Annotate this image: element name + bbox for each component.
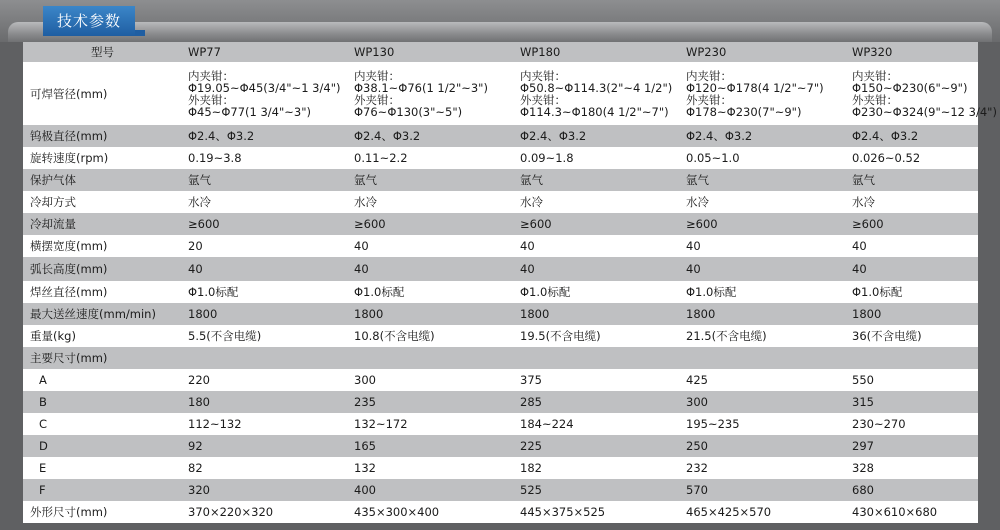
- pipe-diameter-line: Φ230~Φ324(9"~12 3/4"): [852, 105, 997, 119]
- table-row-pipe-diameter: [23, 62, 978, 125]
- table-header-row: [23, 42, 978, 62]
- row-value: 5.5(不含电缆): [182, 325, 348, 347]
- row-value: 19.5(不含电缆): [514, 325, 680, 347]
- table-row: [23, 257, 978, 281]
- table-row: [23, 347, 978, 369]
- row-value: 水冷: [348, 191, 514, 213]
- row-value: [514, 347, 680, 369]
- row-value: 0.026~0.52: [846, 147, 978, 169]
- pipe-diameter-line: Φ19.05~Φ45(3/4"~1 3/4"): [188, 81, 341, 95]
- pipe-diameter-line: Φ76~Φ130(3"~5"): [354, 105, 463, 119]
- row-value: 1800: [680, 303, 846, 325]
- row-value: ≥600: [514, 213, 680, 235]
- row-value: 525: [514, 479, 680, 501]
- row-value: 112~132: [182, 413, 348, 435]
- row-value: 1800: [514, 303, 680, 325]
- pipe-diameter-line: 内夹钳：: [520, 69, 566, 83]
- table-row: [23, 303, 978, 325]
- row-value: 40: [182, 257, 348, 281]
- row-label: 旋转速度(rpm): [23, 147, 182, 169]
- row-value: 10.8(不含电缆): [348, 325, 514, 347]
- row-value: 132: [348, 457, 514, 479]
- table-row: [23, 147, 978, 169]
- row-value: 300: [680, 391, 846, 413]
- table-row: [23, 413, 978, 435]
- row-value: 297: [846, 435, 978, 457]
- title-tab-accent: [135, 30, 145, 36]
- table-row: [23, 125, 978, 147]
- pipe-diameter-cell: [846, 62, 997, 125]
- row-value: 氩气: [680, 169, 846, 191]
- row-label: A: [23, 369, 182, 391]
- row-value: 375: [514, 369, 680, 391]
- row-value: 250: [680, 435, 846, 457]
- table-row: [23, 457, 978, 479]
- row-value: ≥600: [846, 213, 978, 235]
- row-value: 570: [680, 479, 846, 501]
- row-value: 36(不含电缆): [846, 325, 978, 347]
- table-row: [23, 235, 978, 257]
- column-header-2: WP130: [348, 42, 514, 62]
- pipe-diameter-line: Φ120~Φ178(4 1/2"~7"): [686, 81, 824, 95]
- row-value: 132~172: [348, 413, 514, 435]
- row-value: Φ1.0标配: [182, 281, 348, 303]
- table-row: [23, 391, 978, 413]
- table-row: [23, 169, 978, 191]
- pipe-diameter-line: 内夹钳：: [686, 69, 732, 83]
- row-value: 氩气: [182, 169, 348, 191]
- pipe-diameter-line: 外夹钳：: [520, 93, 566, 107]
- column-header-1: WP77: [182, 42, 348, 62]
- row-label: E: [23, 457, 182, 479]
- table-row: [23, 191, 978, 213]
- row-value: 370×220×320: [182, 501, 348, 523]
- row-value: Φ1.0标配: [846, 281, 978, 303]
- row-value: 550: [846, 369, 978, 391]
- pipe-diameter-line: 内夹钳：: [354, 69, 400, 83]
- row-value: [846, 347, 978, 369]
- pipe-diameter-line: Φ150~Φ230(6"~9"): [852, 81, 968, 95]
- row-value: 水冷: [514, 191, 680, 213]
- row-value: 445×375×525: [514, 501, 680, 523]
- table-row: [23, 501, 978, 523]
- row-value: Φ1.0标配: [348, 281, 514, 303]
- row-value: 400: [348, 479, 514, 501]
- row-value: ≥600: [680, 213, 846, 235]
- row-value: 315: [846, 391, 978, 413]
- row-value: 328: [846, 457, 978, 479]
- row-value: 465×425×570: [680, 501, 846, 523]
- section-title: 技术参数: [43, 6, 135, 36]
- row-value: 20: [182, 235, 348, 257]
- row-label: B: [23, 391, 182, 413]
- row-value: 430×610×680: [846, 501, 978, 523]
- row-value: Φ2.4、Φ3.2: [680, 125, 846, 147]
- table-row: [23, 369, 978, 391]
- row-value: ≥600: [182, 213, 348, 235]
- table-row: [23, 325, 978, 347]
- pipe-diameter-cell: [348, 62, 514, 125]
- row-label: 可焊管径(mm): [23, 62, 182, 125]
- row-value: 40: [680, 257, 846, 281]
- row-label: 冷却流量: [23, 213, 182, 235]
- column-header-model: 型号: [23, 42, 182, 62]
- row-value: 195~235: [680, 413, 846, 435]
- row-value: [680, 347, 846, 369]
- row-label: 横摆宽度(mm): [23, 235, 182, 257]
- table-row: [23, 479, 978, 501]
- row-value: 40: [846, 257, 978, 281]
- pipe-diameter-line: 外夹钳：: [686, 93, 732, 107]
- row-value: 680: [846, 479, 978, 501]
- row-value: [182, 347, 348, 369]
- row-value: 1800: [348, 303, 514, 325]
- row-value: 1800: [846, 303, 978, 325]
- row-label: 外形尺寸(mm): [23, 501, 182, 523]
- row-value: 300: [348, 369, 514, 391]
- row-value: Φ2.4、Φ3.2: [514, 125, 680, 147]
- column-header-5: WP320: [846, 42, 978, 62]
- row-value: 180: [182, 391, 348, 413]
- row-value: Φ2.4、Φ3.2: [846, 125, 978, 147]
- pipe-diameter-cell: [680, 62, 846, 125]
- row-value: 0.05~1.0: [680, 147, 846, 169]
- row-label: 弧长高度(mm): [23, 257, 182, 281]
- table-row: [23, 435, 978, 457]
- row-label: 钨极直径(mm): [23, 125, 182, 147]
- row-value: 0.11~2.2: [348, 147, 514, 169]
- pipe-diameter-line: Φ114.3~Φ180(4 1/2"~7"): [520, 105, 669, 119]
- row-label: 冷却方式: [23, 191, 182, 213]
- row-label: 重量(kg): [23, 325, 182, 347]
- row-value: 40: [348, 257, 514, 281]
- row-value: 40: [680, 235, 846, 257]
- row-value: 320: [182, 479, 348, 501]
- row-label: D: [23, 435, 182, 457]
- row-value: 230~270: [846, 413, 978, 435]
- row-value: 184~224: [514, 413, 680, 435]
- row-value: ≥600: [348, 213, 514, 235]
- pipe-diameter-line: 内夹钳：: [852, 69, 898, 83]
- pipe-diameter-cell: [514, 62, 680, 125]
- pipe-diameter-line: Φ38.1~Φ76(1 1/2"~3"): [354, 81, 488, 95]
- pipe-diameter-line: Φ178~Φ230(7"~9"): [686, 105, 802, 119]
- row-label: 主要尺寸(mm): [23, 347, 182, 369]
- row-value: 氩气: [846, 169, 978, 191]
- row-value: 40: [846, 235, 978, 257]
- row-value: 40: [514, 257, 680, 281]
- row-value: 232: [680, 457, 846, 479]
- row-value: 220: [182, 369, 348, 391]
- header-gloss-bar: [8, 22, 992, 42]
- row-value: 氩气: [514, 169, 680, 191]
- row-value: 1800: [182, 303, 348, 325]
- row-value: 氩气: [348, 169, 514, 191]
- column-header-4: WP230: [680, 42, 846, 62]
- row-label: 最大送丝速度(mm/min): [23, 303, 182, 325]
- row-value: 40: [348, 235, 514, 257]
- row-value: 92: [182, 435, 348, 457]
- pipe-diameter-line: Φ50.8~Φ114.3(2"~4 1/2"): [520, 81, 673, 95]
- row-label: F: [23, 479, 182, 501]
- row-value: 82: [182, 457, 348, 479]
- row-value: 285: [514, 391, 680, 413]
- row-value: 182: [514, 457, 680, 479]
- pipe-diameter-line: Φ45~Φ77(1 3/4"~3"): [188, 105, 311, 119]
- column-header-3: WP180: [514, 42, 680, 62]
- row-value: 水冷: [846, 191, 978, 213]
- row-value: [348, 347, 514, 369]
- row-value: 425: [680, 369, 846, 391]
- pipe-diameter-line: 外夹钳：: [354, 93, 400, 107]
- row-value: Φ2.4、Φ3.2: [182, 125, 348, 147]
- pipe-diameter-cell: [182, 62, 348, 125]
- pipe-diameter-line: 内夹钳：: [188, 69, 234, 83]
- table-row: [23, 213, 978, 235]
- row-value: Φ1.0标配: [514, 281, 680, 303]
- spec-table: [23, 42, 997, 523]
- row-value: 225: [514, 435, 680, 457]
- row-value: 21.5(不含电缆): [680, 325, 846, 347]
- row-label: 焊丝直径(mm): [23, 281, 182, 303]
- pipe-diameter-line: 外夹钳：: [852, 93, 898, 107]
- row-value: 0.09~1.8: [514, 147, 680, 169]
- row-value: 165: [348, 435, 514, 457]
- table-row: [23, 281, 978, 303]
- row-value: 0.19~3.8: [182, 147, 348, 169]
- row-value: 水冷: [680, 191, 846, 213]
- row-label: 保护气体: [23, 169, 182, 191]
- row-label: C: [23, 413, 182, 435]
- pipe-diameter-line: 外夹钳：: [188, 93, 234, 107]
- row-value: 40: [514, 235, 680, 257]
- row-value: 435×300×400: [348, 501, 514, 523]
- row-value: Φ1.0标配: [680, 281, 846, 303]
- row-value: 235: [348, 391, 514, 413]
- row-value: Φ2.4、Φ3.2: [348, 125, 514, 147]
- row-value: 水冷: [182, 191, 348, 213]
